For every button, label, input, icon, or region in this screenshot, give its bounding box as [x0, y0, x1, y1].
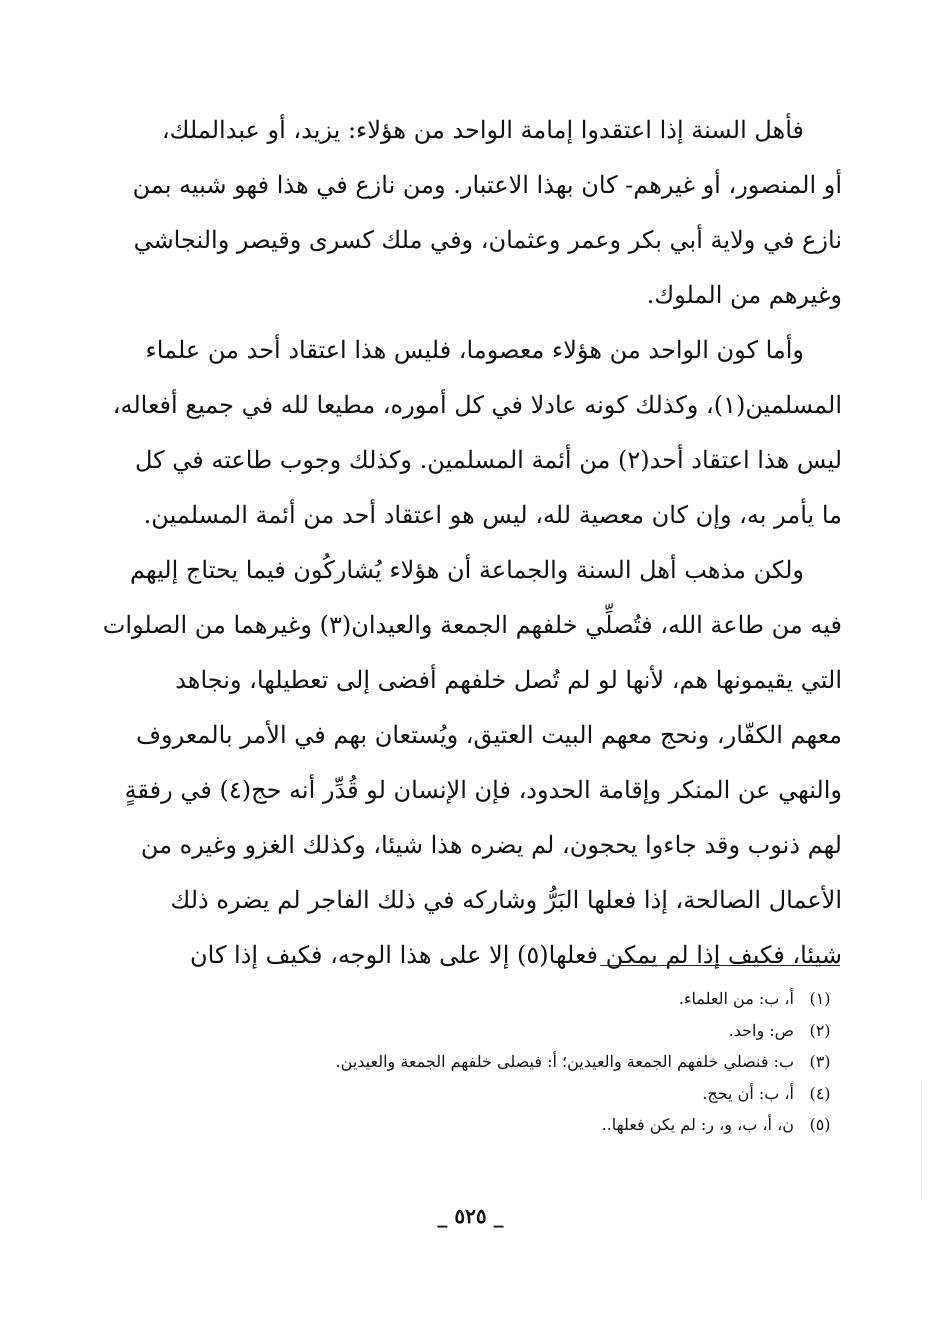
text-line: فيه من طاعة الله، فتُصلِّي خلفهم الجمعة والعيدان(٣) وغيرهما من الصلوات [102, 611, 842, 639]
page-number: _ ٥٢٥ _ [437, 1204, 504, 1228]
text-line: وغيرهم من الملوك. [646, 281, 842, 309]
text-line: لهم ذنوب وقد جاءوا يحجون، لم يضره هذا شيئا، وكذلك الغزو وغيره من [140, 831, 842, 859]
text-line: معهم الكفّار، ونحج معهم البيت العتيق، ويُستعان بهم في الأمر بالمعروف [136, 721, 842, 749]
text-line: الأعمال الصالحة، إذا فعلها البَرُّ وشاركه في ذلك الفاجر لم يضره ذلك [170, 886, 842, 914]
footnote-text: ص: واحد. [728, 1020, 794, 1040]
text-line: ولكن مذهب أهل السنة والجماعة أن هؤلاء يُشاركُون فيما يحتاج إليهم [130, 556, 804, 584]
footnote-number: (٥) [809, 1115, 831, 1134]
text-line: أو المنصور، أو غيرهم- كان بهذا الاعتبار. ومن نازع في هذا فهو شبيه بمن [132, 171, 842, 199]
footnote-number: (٤) [809, 1083, 831, 1103]
footnote [132, 1078, 840, 1110]
footnote-text: أ، ب: أن يحج. [702, 1083, 794, 1103]
footnote-number: (١) [809, 989, 831, 1008]
footnote-text: ن، أ، ب، و، ر: لم يكن فعلها.. [601, 1115, 794, 1134]
footnote-text: ب: فنصلي خلفهم الجمعة والعيدين؛ أ: فيصلى خلفهم الجمعة والعيدين. [335, 1052, 794, 1071]
footnote [132, 983, 840, 1015]
text-line: ليس هذا اعتقاد أحد(٢) من أئمة المسلمين. وكذلك وجوب طاعته في كل [134, 446, 842, 474]
footnote-number: (٢) [809, 1020, 831, 1040]
text-line: التي يقيمونها هم، لأنها لو لم تُصل خلفهم أفضى إلى تعطيلها، ونجاهد [175, 666, 842, 694]
text-line: ما يأمر به، وإن كان معصية لله، ليس هو اعتقاد أحد من أئمة المسلمين. [143, 501, 842, 529]
text-line: شيئا، فكيف إذا لم يمكن فعلها(٥) إلا على هذا الوجه، فكيف إذا كان [190, 941, 842, 969]
footnote-number: (٣) [809, 1052, 831, 1071]
footnote [132, 1046, 840, 1078]
footnote-separator [600, 965, 840, 966]
text-line: وأما كون الواحد من هؤلاء معصوما، فليس هذا اعتقاد أحد من علماء [145, 336, 804, 364]
footnote [132, 1015, 840, 1047]
text-line: والنهي عن المنكر وإقامة الحدود، فإن الإنسان لو قُدِّر أنه حج(٤) في رفقةٍ [124, 776, 842, 804]
footnotes [132, 983, 840, 1141]
footnote [132, 1109, 840, 1141]
text-line: المسلمين(١)، وكذلك كونه عادلا في كل أموره، مطيعا لله في جميع أفعاله، [112, 391, 842, 419]
footnote-text: أ، ب: من العلماء. [678, 989, 794, 1008]
scan-edge-mark [921, 1080, 922, 1200]
main-text [102, 103, 842, 983]
text-line: فأهل السنة إذا اعتقدوا إمامة الواحد من هؤلاء: يزيد، أو عبدالملك، [161, 116, 804, 144]
text-line: نازع في ولاية أبي بكر وعمر وعثمان، وفي ملك كسرى وقيصر والنجاشي [133, 226, 842, 254]
